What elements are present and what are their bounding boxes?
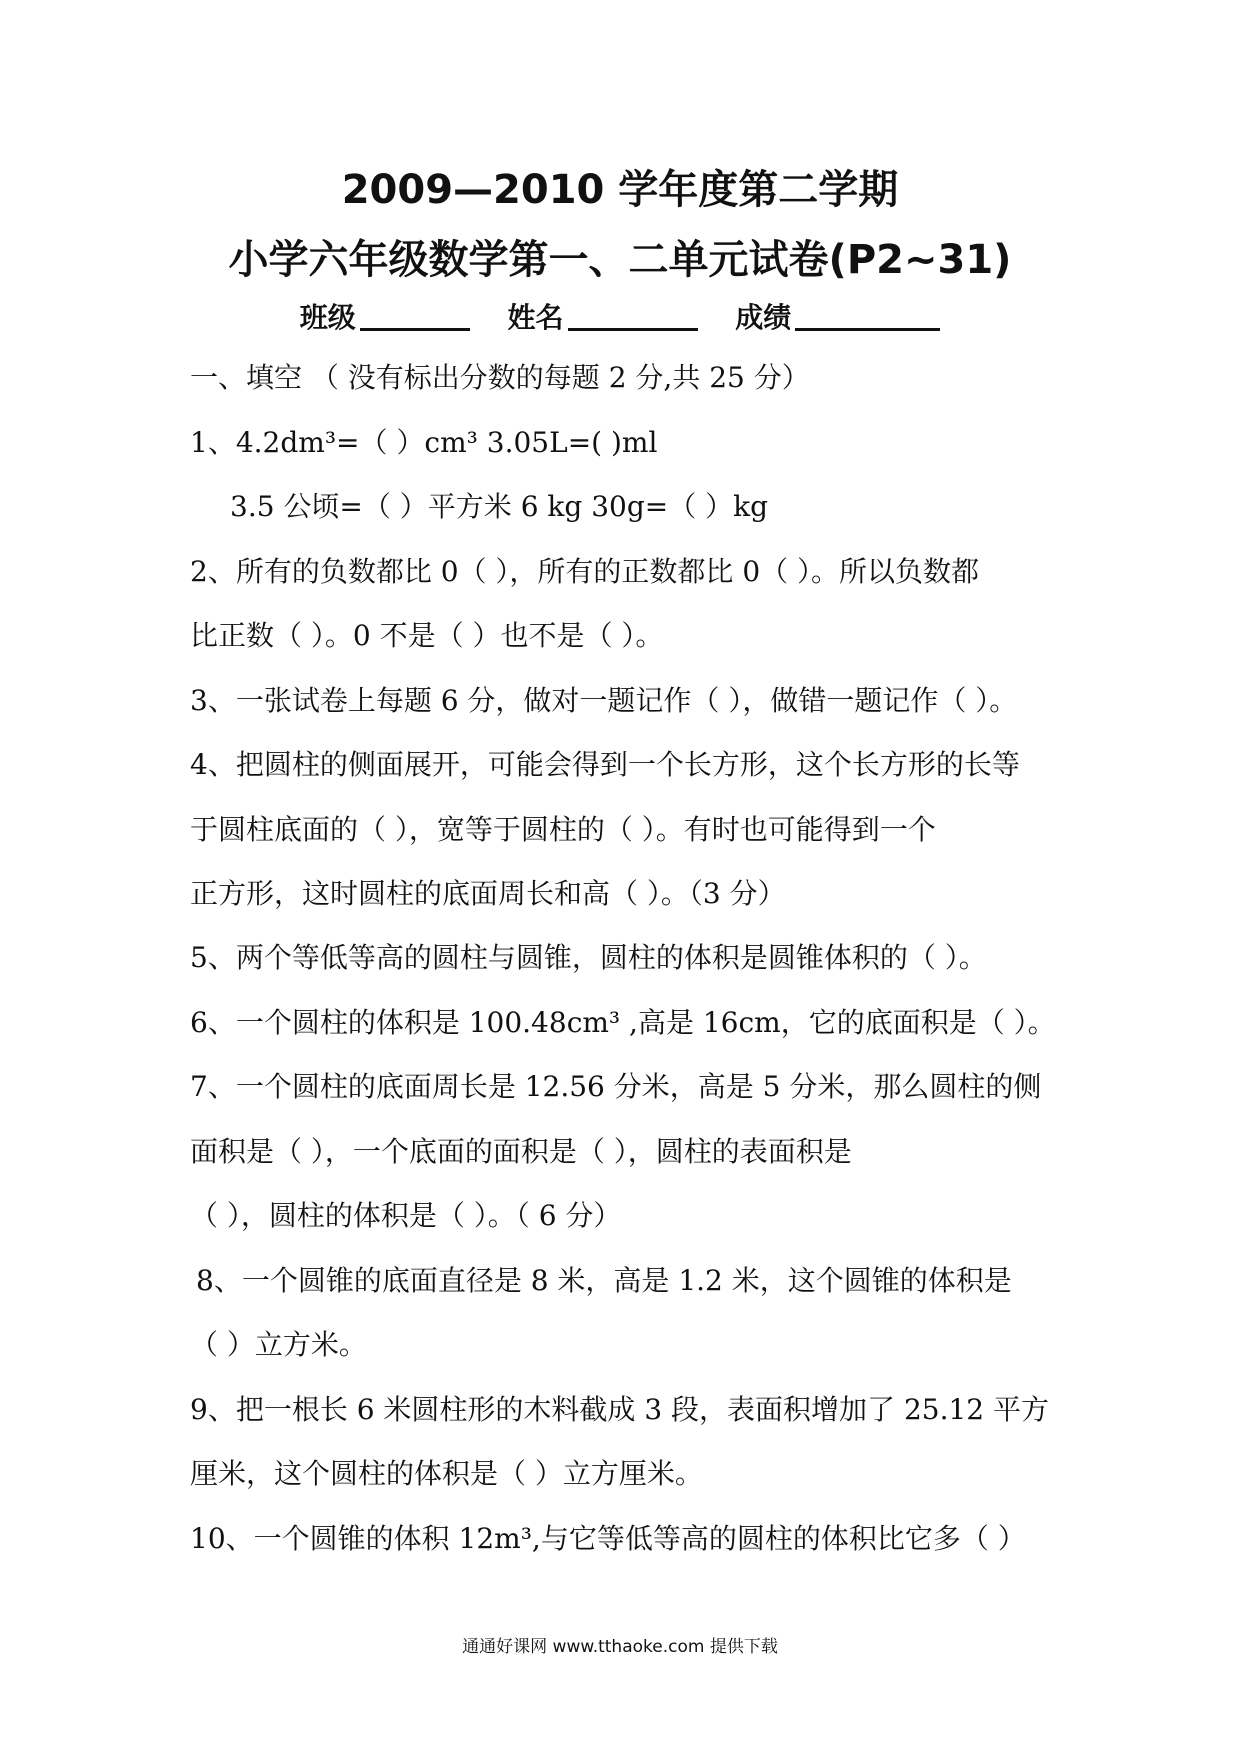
question-4-line-1: 4、把圆柱的侧面展开，可能会得到一个长方形，这个长方形的长等 — [190, 748, 1020, 781]
question-7-line-3: （ ），圆柱的体积是（ ）。（ 6 分） — [190, 1199, 622, 1232]
question-6: 6、一个圆柱的体积是 100.48cm³ ,高是 16cm，它的底面积是（ ）。 — [190, 1006, 1056, 1039]
class-field — [300, 296, 470, 336]
class-label: 班级 — [299, 301, 356, 334]
question-1-line-1: 1、4.2dm³=（ ）cm³ 3.05L=( )ml — [190, 426, 658, 459]
question-9-line-1: 9、把一根长 6 米圆柱形的木料截成 3 段，表面积增加了 25.12 平方 — [190, 1393, 1050, 1426]
question-2-line-2: 比正数（ ）。0 不是（ ）也不是（ ）。 — [190, 619, 664, 652]
name-label: 姓名 — [507, 301, 564, 334]
title-exam: 小学六年级数学第一、二单元试卷(P2~31) — [228, 237, 1012, 283]
score-field — [735, 296, 940, 336]
question-7-line-2: 面积是（ ），一个底面的面积是（ ），圆柱的表面积是 — [190, 1135, 852, 1168]
score-blank — [795, 298, 940, 331]
score-label: 成绩 — [735, 301, 792, 334]
class-blank — [360, 298, 470, 331]
question-8-line-1: 8、一个圆锥的底面直径是 8 米，高是 1.2 米，这个圆锥的体积是 — [196, 1264, 1012, 1297]
title-semester: 2009—2010 学年度第二学期 — [341, 167, 899, 213]
question-8-line-2: （ ）立方米。 — [190, 1328, 367, 1361]
question-3: 3、一张试卷上每题 6 分，做对一题记作（ ），做错一题记作（ ）。 — [190, 684, 1018, 717]
name-blank — [568, 298, 698, 331]
question-5: 5、两个等低等高的圆柱与圆锥，圆柱的体积是圆锥体积的（ ）。 — [190, 941, 987, 974]
question-1-line-2: 3.5 公顷=（ ）平方米 6 kg 30g=（ ）kg — [230, 490, 769, 523]
question-10: 10、一个圆锥的体积 12m³,与它等低等高的圆柱的体积比它多（ ） — [190, 1522, 1026, 1555]
question-4-line-3: 正方形，这时圆柱的底面周长和高（ ）。（3 分） — [190, 877, 786, 910]
student-info-fields — [0, 296, 1240, 336]
question-9-line-2: 厘米，这个圆柱的体积是（ ）立方厘米。 — [190, 1457, 703, 1490]
question-7-line-1: 7、一个圆柱的底面周长是 12.56 分米，高是 5 分米，那么圆柱的侧 — [190, 1070, 1042, 1103]
question-2-line-1: 2、所有的负数都比 0（ ），所有的正数都比 0（ ）。所以负数都 — [190, 555, 980, 588]
footer-source: 通通好课网 www.tthaoke.com 提供下载 — [462, 1637, 778, 1657]
name-field — [507, 296, 697, 336]
question-4-line-2: 于圆柱底面的（ ），宽等于圆柱的（ ）。有时也可能得到一个 — [190, 813, 936, 846]
section-heading: 一、填空 （ 没有标出分数的每题 2 分,共 25 分） — [190, 361, 810, 394]
